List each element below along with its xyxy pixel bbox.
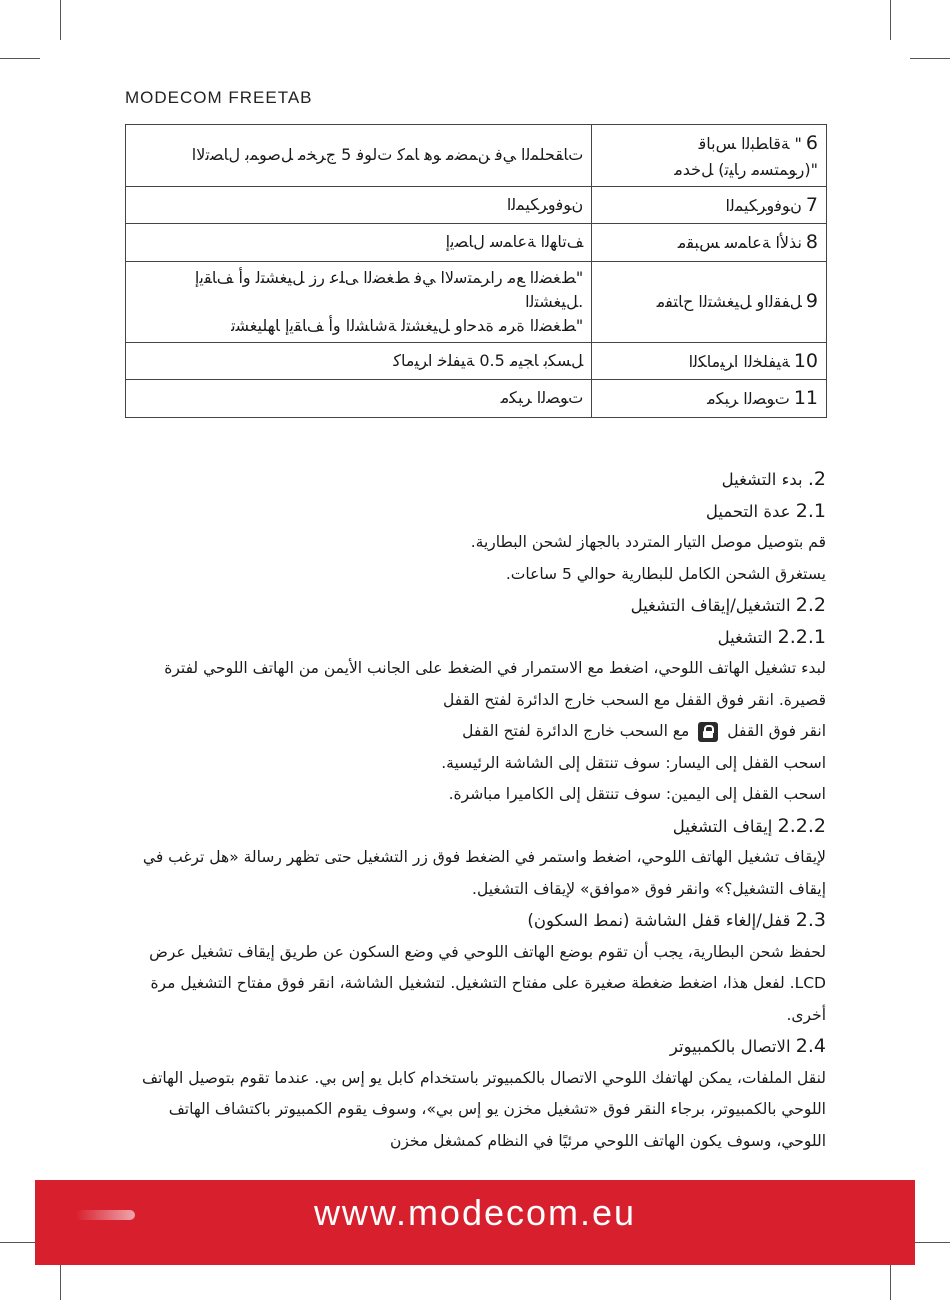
website-link[interactable]: www.modecom.eu	[313, 1192, 637, 1233]
table-row	[126, 186, 827, 224]
item-name-cell	[592, 380, 827, 418]
lock-icon	[698, 722, 718, 742]
crop-mark	[60, 0, 61, 40]
section-heading: 2. بدء التشغيل	[721, 468, 826, 490]
crop-mark	[910, 1242, 950, 1243]
item-description-cell: ﺕﻮﺼﻟا ﺮﺒﻜﻣ	[126, 380, 592, 418]
item-label: نﻮﻓوﺮﻜﻴﻤﻟا	[725, 195, 802, 215]
table-row	[126, 342, 827, 380]
item-description-cell: ﻒﺗﺎﻬﻟا ﺔﻋﺎﻤﺳ لﺎﺼﻳإ	[126, 224, 592, 262]
paragraph: اسحب القفل إلى اليمين: سوف تنتقل إلى الكاميرا مباشرة.	[448, 785, 826, 803]
paragraph: لبدء تشغيل الهاتف اللوحي، اضغط مع الاستمرار في الضغط على الجانب الأيمن من الهاتف اللوحي لفترة قصيرة. انقر فوق القفل مع السحب خارج الدائرة لفتح القفل	[164, 659, 826, 709]
paragraph: اسحب القفل إلى اليسار: سوف تنتقل إلى الشاشة الرئيسية.	[441, 753, 826, 772]
item-description-cell: ﺕﺎﻘﺤﻠﻤﻟا ﻲﻓ ﻦﻤﻀﻣ ﻮﻫ ﺎﻤﻛ ﺕﻟﻮﻓ 5 جﺮﺨﻣ ﻞﺻﻮﻤﺑ لﺎﺼﺗﻻا	[126, 125, 592, 187]
item-number: 7	[805, 193, 818, 216]
spec-table	[125, 124, 827, 418]
crop-mark	[890, 0, 891, 40]
crop-mark	[0, 58, 40, 59]
crop-mark	[60, 1265, 61, 1300]
item-name-cell	[592, 224, 827, 262]
item-name-cell	[592, 186, 827, 224]
item-label: ﺔﻴﻔﻠﺨﻟا اﺮﻴﻣﺎﻜﻟا	[688, 351, 790, 371]
paragraph: لنقل الملفات، يمكن لهاتفك اللوحي الاتصال بالكمبيوتر باستخدام كابل يو إس بي. عندما تقوم بتوصيل الهاتف اللوحي بالكمبيوتر، برجاء النقر فوق «تشغيل مخزن يو إس بي»، وسوف يقوم الكمبيوتر باكتشاف الهاتف اللوحي، وسوف يكون الهاتف اللوحي مرئيًا في النظام كمشغل مخزن	[142, 1068, 826, 1150]
item-name-cell	[592, 125, 827, 187]
section-heading: 2.2.1 التشغيل	[717, 625, 826, 648]
crop-mark	[910, 58, 950, 59]
paragraph: لحفظ شحن البطارية، يجب أن تقوم بوضع الهاتف اللوحي في وضع السكون عن طريق إيقاف تشغيل عرض LCD. لفعل هذا، اضغط ضغطة صغيرة على مفتاح التشغيل. لتشغيل الشاشة، انقر فوق مفتاح التشغيل مرة أخرى.	[149, 942, 826, 1024]
crop-mark	[890, 1265, 891, 1300]
item-number: 11	[793, 387, 818, 409]
item-label: نذﻷا ﺔﻋﺎﻤﺳ ﺲﺒﻘﻣ	[677, 233, 802, 252]
paragraph: يستغرق الشحن الكامل للبطارية حوالي 5 ساعات.	[505, 564, 826, 583]
item-label: ﻞﻔﻘﻟاو ﻞﻴﻐﺸﺘﻟا حﺎﺘﻔﻣ	[656, 292, 802, 312]
item-name-cell	[592, 342, 827, 380]
table-row	[126, 224, 827, 262]
section-heading: 2.4 الاتصال بالكمبيوتر	[669, 1035, 826, 1057]
footer-banner	[35, 1180, 915, 1265]
item-number: 8	[805, 231, 818, 253]
section-heading: 2.2 التشغيل/إيقاف التشغيل	[630, 594, 826, 616]
item-name-cell	[592, 261, 827, 342]
item-description-cell: ﻞﺴﻜﺑ ﺎﺠﻴﻣ 0.5 ﺔﻴﻔﻠﺧ اﺮﻴﻣﺎﻛ	[126, 342, 592, 380]
paragraph: لإيقاف تشغيل الهاتف اللوحي، اضغط واستمر في الضغط فوق زر التشغيل حتى تظهر رسالة «هل ترغب في إيقاف التشغيل؟» وانقر فوق «موافق» لإيقاف التشغيل.	[142, 848, 826, 898]
section-heading: 2.1 عدة التحميل	[705, 499, 826, 522]
item-description-cell: "ﻂﻐﻀﻟا ﻊﻣ راﺮﻤﺘﺳﻻا ﻲﻓ ﻂﻐﻀﻟا ﻰﻠﻋ رز ﻞﻴﻐﺸﺘﻟ وأ ﻒﺎﻘﻳإ .ﻞﻴﻐﺸﺘﻟا "ﻂﻐﻀﻟا ةﺮﻣ ةﺪﺣاو ﻞﻴﻐﺸﺘﻟ ﺔﺷﺎﺸﻟا وأ ﻒﺎﻘﻳإ ﺎﻬﻠﻴﻐﺸﺗ	[126, 261, 592, 342]
page-header: MODECOM FREETAB	[125, 88, 313, 107]
table-row	[126, 125, 827, 187]
table-row	[126, 380, 827, 418]
item-number: 10	[793, 349, 818, 372]
item-number: 6	[805, 132, 818, 154]
item-label: " ﺔﻗﺎﻄﺒﻟا ﺲﺑﺎﻗ "(رﻮﻤﺘﺴﻣ رﺎﻴﺗ) ﻞﺧﺪﻣ	[674, 134, 818, 179]
item-number: 9	[805, 290, 818, 313]
section-heading: 2.3 قفل/إلغاء قفل الشاشة (نمط السكون)	[527, 909, 826, 931]
section-heading: 2.2.2 إيقاف التشغيل	[672, 814, 826, 837]
manual-body	[128, 464, 826, 1157]
paragraph: انقر فوق القفل مع السحب خارج الدائرة لفتح القفل	[462, 722, 826, 740]
table-row	[126, 261, 827, 342]
item-label: ﺕﻮﺼﻟا ﺮﺒﻜﻣ	[707, 389, 790, 408]
crop-mark	[0, 1242, 40, 1243]
paragraph: قم بتوصيل موصل التيار المتردد بالجهاز لشحن البطارية.	[470, 533, 826, 551]
item-description-cell: نﻮﻓوﺮﻜﻴﻤﻟا	[126, 186, 592, 224]
